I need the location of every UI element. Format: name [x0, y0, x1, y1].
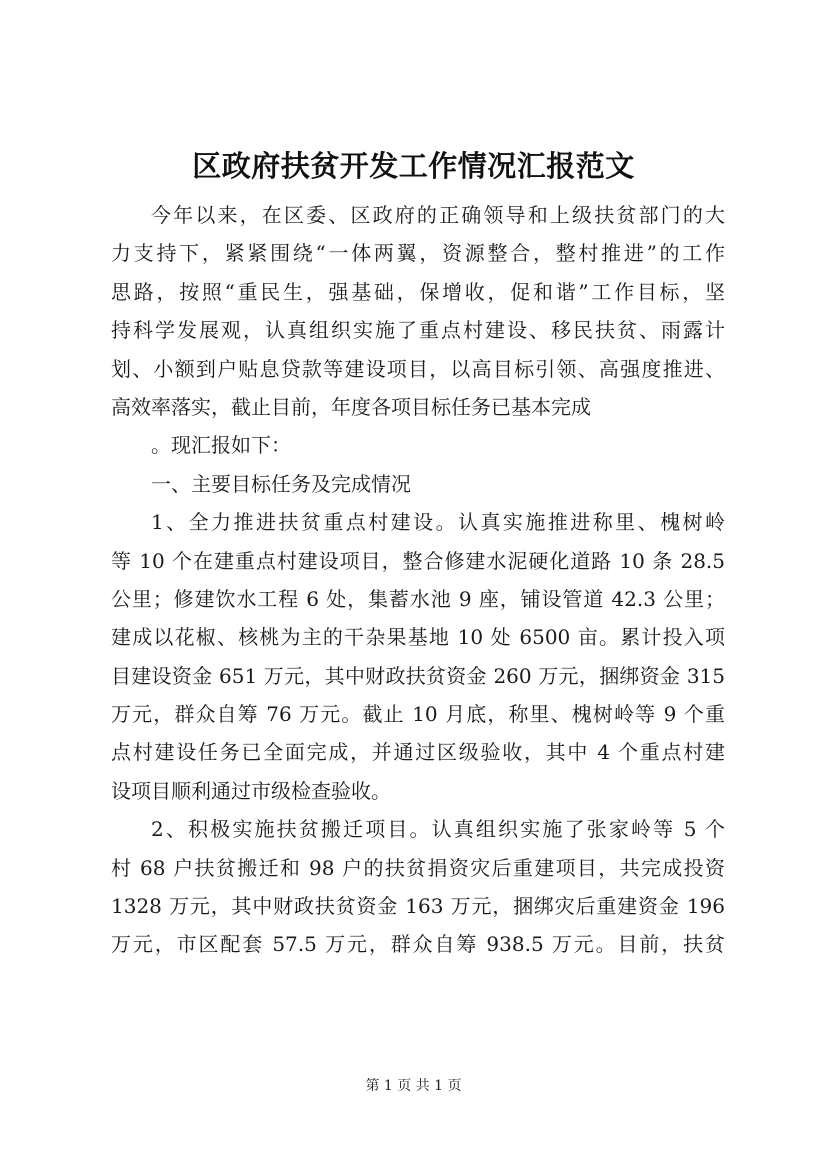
paragraph-line: 划、小额到户贴息贷款等建设项目，以高目标引领、高强度推进、 — [111, 356, 725, 381]
paragraph-line: 点村建设任务已全面完成，并通过区级验收，其中 4 个重点村建 — [111, 740, 725, 765]
paragraph-line: 持科学发展观，认真组织实施了重点村建设、移民扶贫、雨露计 — [111, 318, 725, 343]
paragraph-line: 等 10 个在建重点村建设项目，整合修建水泥硬化道路 10 条 28.5 — [111, 548, 725, 573]
paragraph-line: 万元，群众自筹 76 万元。截止 10 月底，称里、槐树岭等 9 个重 — [111, 702, 725, 727]
paragraph-line: 高效率落实，截止目前，年度各项目标任务已基本完成 — [111, 394, 591, 419]
paragraph-line: 力支持下，紧紧围绕“一体两翼，资源整合，整村推进”的工作 — [111, 241, 725, 266]
paragraph-line: 1、全力推进扶贫重点村建设。认真实施推进称里、槐树岭 — [151, 510, 725, 535]
paragraph-line: 1328 万元，其中财政扶贫资金 163 万元，捆绑灾后重建资金 196 — [111, 894, 725, 919]
document-body — [111, 196, 725, 964]
paragraph-line: 2、积极实施扶贫搬迁项目。认真组织实施了张家岭等 5 个 — [151, 817, 725, 842]
paragraph-line: 万元，市区配套 57.5 万元，群众自筹 938.5 万元。目前，扶贫 — [111, 932, 725, 957]
section-heading: 一、主要目标任务及完成情况 — [151, 471, 411, 496]
document-title: 区政府扶贫开发工作情况汇报范文 — [192, 149, 635, 183]
paragraph-line: 村 68 户扶贫搬迁和 98 户的扶贫捐资灾后重建项目，共完成投资 — [111, 855, 725, 880]
paragraph-line: 。现汇报如下： — [151, 433, 291, 458]
paragraph-line: 公里；修建饮水工程 6 处，集蓄水池 9 座，铺设管道 42.3 公里； — [111, 586, 725, 611]
paragraph-line: 目建设资金 651 万元，其中财政扶贫资金 260 万元，捆绑资金 315 — [111, 663, 725, 688]
paragraph-line: 设项目顺利通过市级检查验收。 — [111, 778, 391, 803]
paragraph-line: 今年以来，在区委、区政府的正确领导和上级扶贫部门的大 — [151, 203, 725, 227]
paragraph-line: 建成以花椒、核桃为主的干杂果基地 10 处 6500 亩。累计投入项 — [111, 625, 725, 650]
page-number-footer: 第 1 页 共 1 页 — [365, 1078, 462, 1094]
paragraph-line: 思路，按照“重民生，强基础，保增收，促和谐”工作目标，坚 — [111, 279, 725, 304]
